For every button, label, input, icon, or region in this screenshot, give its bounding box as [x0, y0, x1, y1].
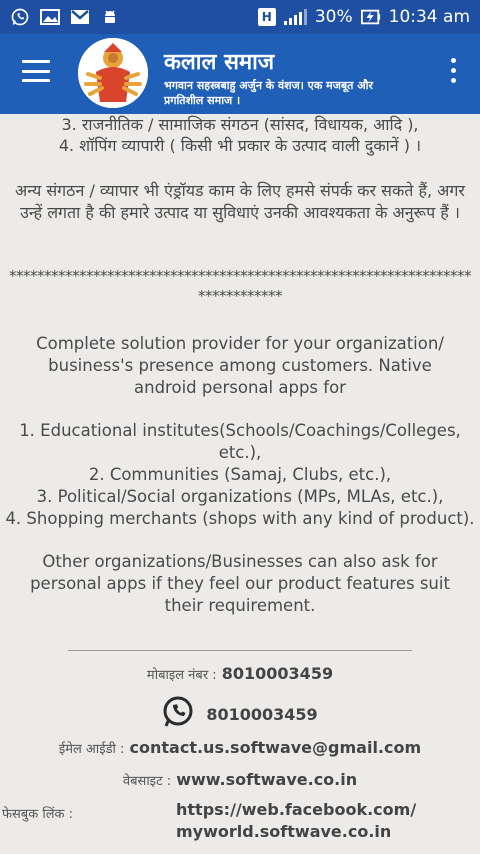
website-label: वेबसाइट :: [122, 774, 172, 789]
english-list-item-2: 2. Communities (Samaj, Clubs, etc.),: [88, 465, 392, 484]
whatsapp-icon: [10, 8, 30, 26]
facebook-label: फेसबुक लिंक :: [2, 807, 74, 822]
android-icon: [100, 8, 120, 26]
facebook-link-line-1[interactable]: https://web.facebook.com/: [176, 800, 417, 819]
english-list-item-3: 3. Political/Social organizations (MPs, MLAs, etc.),: [36, 487, 444, 506]
divider: [68, 650, 412, 651]
app-toolbar: [0, 34, 480, 114]
website-link[interactable]: www.softwave.co.in: [176, 770, 358, 789]
overflow-menu-icon[interactable]: [451, 58, 456, 83]
email-label: ईमेल आईडी :: [58, 742, 125, 757]
mobile-number[interactable]: 8010003459: [221, 664, 334, 683]
image-icon: [40, 8, 60, 26]
hindi-other-paragraph: अन्य संगठन / व्यापार भी एंड्रॉयड काम के लिए हमसे संपर्क कर सकते हैं, अगर उन्हें लगता है की हमारे उत्पाद या सुविधाएं उनकी आवश्यकता के अनुरूप हैं ।: [15, 181, 465, 222]
about-content[interactable]: [0, 114, 480, 854]
website-row: [0, 770, 480, 789]
mobile-label: मोबाइल नंबर :: [146, 668, 217, 683]
clock: 10:34 am: [388, 7, 470, 27]
whatsapp-number[interactable]: 8010003459: [206, 704, 318, 724]
signal-icon: [284, 9, 307, 25]
hindi-list-item-3: 3. राजनीतिक / सामाजिक संगठन (सांसद, विधायक, आदि ),: [61, 115, 419, 134]
whatsapp-icon[interactable]: [162, 696, 194, 732]
app-logo: [78, 38, 148, 108]
status-bar: [0, 0, 480, 34]
email-address[interactable]: contact.us.softwave@gmail.com: [129, 738, 422, 757]
app-subtitle: भगवान सहस्त्रबाहु अर्जुन के वंशज। एक मजबूत और प्रगतिशील समाज ।: [164, 79, 374, 107]
battery-percent: 30%: [314, 7, 353, 27]
app-title: कलाल समाज: [164, 50, 275, 75]
separator-stars: ******************************************************************************: [9, 267, 471, 305]
menu-icon[interactable]: [22, 60, 50, 82]
facebook-link-line-2[interactable]: myworld.softwave.co.in: [176, 822, 392, 841]
battery-charging-icon: [361, 8, 381, 26]
network-type-icon: H: [258, 8, 276, 26]
english-list-item-1: 1. Educational institutes(Schools/Coachings/Colleges, etc.),: [19, 421, 461, 462]
gmail-icon: [70, 8, 90, 26]
mobile-row: [0, 664, 480, 683]
english-other-paragraph: Other organizations/Businesses can also ask for personal apps if they feel our product features suit their requirement.: [30, 552, 450, 615]
whatsapp-row[interactable]: [0, 696, 480, 732]
english-list-item-4: 4. Shopping merchants (shops with any kind of product).: [5, 509, 475, 528]
english-intro-paragraph: Complete solution provider for your organization/ business's presence among customers. Native android personal apps for: [36, 334, 444, 397]
email-row: [0, 738, 480, 757]
hindi-list-item-4: 4. शॉपिंग व्यापारी ( किसी भी प्रकार के उत्पाद वाली दुकानें ) ।: [58, 136, 422, 155]
